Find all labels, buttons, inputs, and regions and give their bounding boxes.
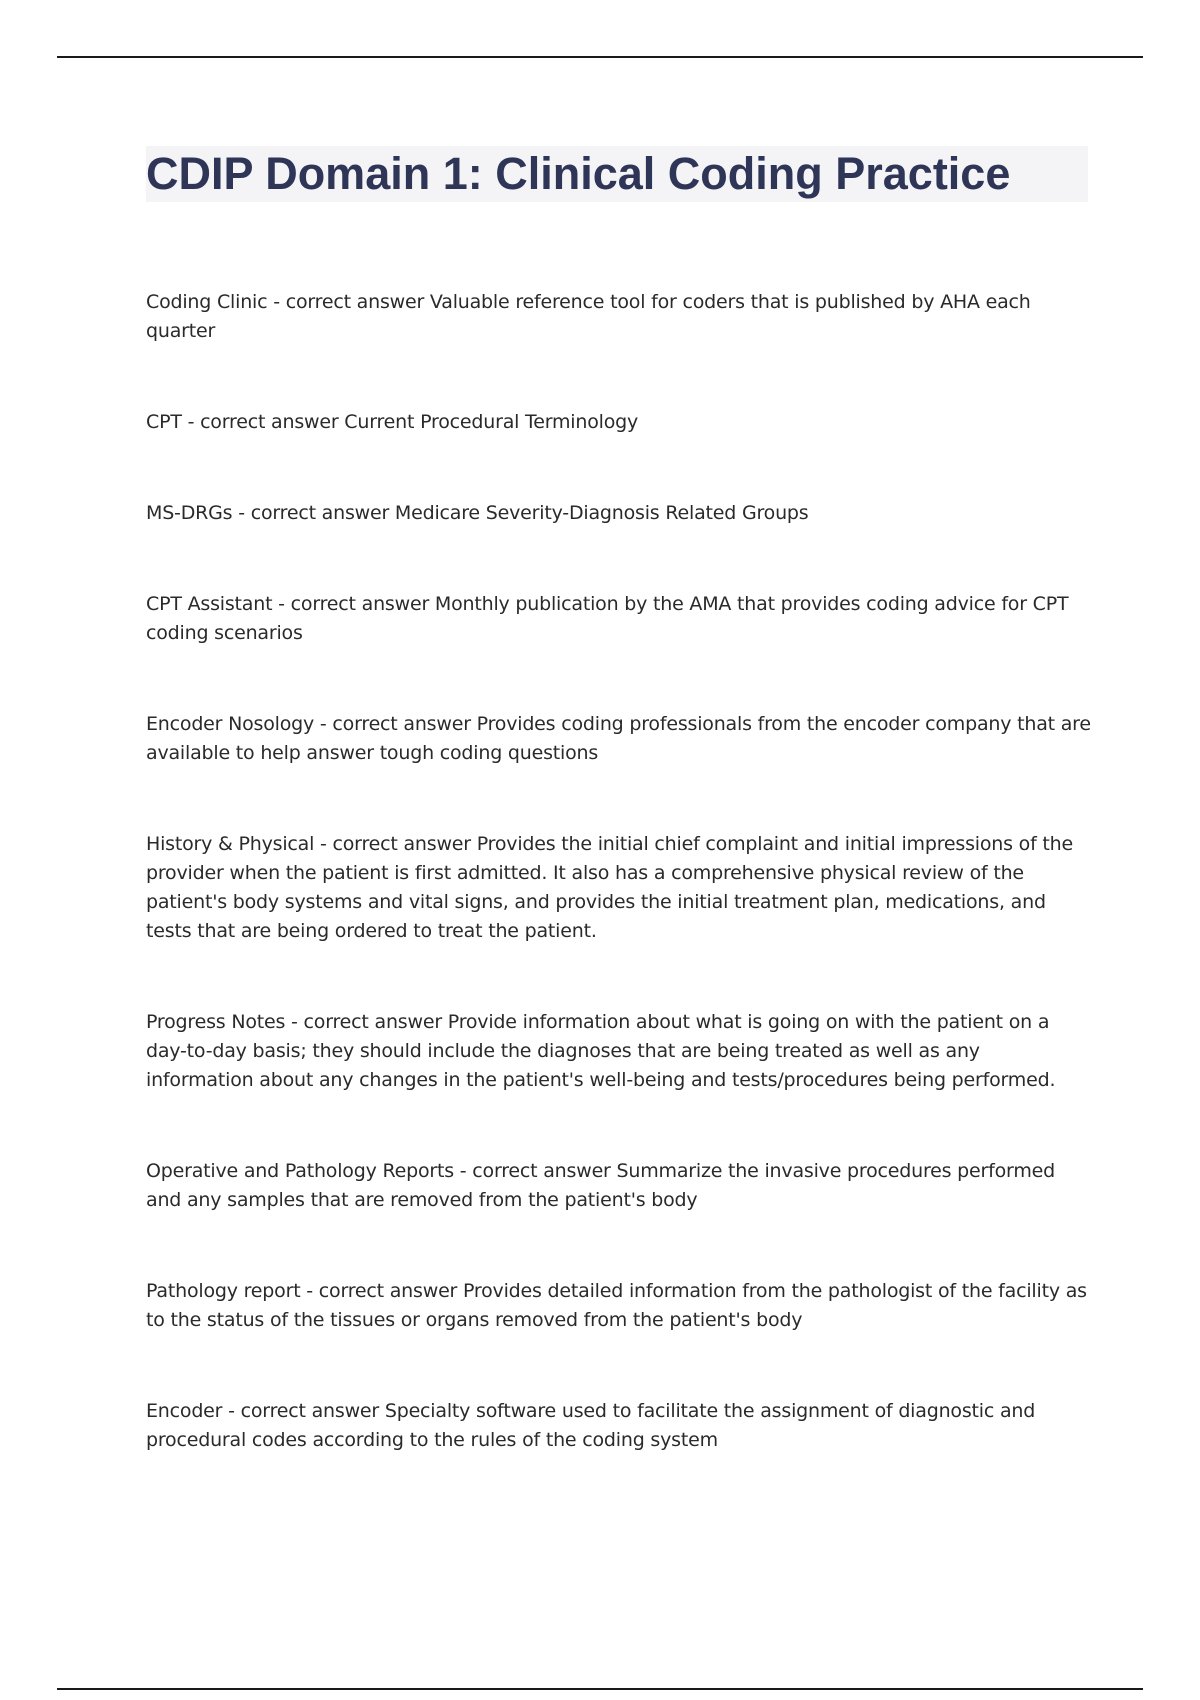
qa-item: Operative and Pathology Reports - correct answer Summarize the invasive procedures performed and any samples that are removed from the patient's body: [146, 1160, 1055, 1211]
qa-item: CPT - correct answer Current Procedural Terminology: [146, 411, 639, 433]
qa-item: CPT Assistant - correct answer Monthly publication by the AMA that provides coding advice for CPT coding scenarios: [146, 593, 1069, 644]
qa-item: History & Physical - correct answer Provides the initial chief complaint and initial impressions of the provider when the patient is first admitted. It also has a comprehensive physical review of the patient's body systems and vital signs, and provides the initial treatment plan, medications, and tests that are being ordered to treat the patient.: [146, 833, 1073, 942]
qa-item: Coding Clinic - correct answer Valuable reference tool for coders that is published by AHA each quarter: [146, 291, 1031, 342]
qa-item: Pathology report - correct answer Provides detailed information from the pathologist of the facility as to the status of the tissues or organs removed from the patient's body: [146, 1280, 1087, 1331]
qa-item: MS-DRGs - correct answer Medicare Severity-Diagnosis Related Groups: [146, 502, 809, 524]
page-title: CDIP Domain 1: Clinical Coding Practice: [146, 146, 1088, 202]
qa-list: [146, 288, 1091, 1455]
qa-item: Progress Notes - correct answer Provide information about what is going on with the patient on a day-to-day basis; they should include the diagnoses that are being treated as well as any information about any changes in the patient's well-being and tests/procedures being performed.: [146, 1011, 1056, 1091]
qa-item: Encoder - correct answer Specialty software used to facilitate the assignment of diagnostic and procedural codes according to the rules of the coding system: [146, 1400, 1036, 1451]
bottom-rule: [57, 1688, 1143, 1690]
top-rule: [57, 56, 1143, 58]
qa-item: Encoder Nosology - correct answer Provides coding professionals from the encoder company that are available to help answer tough coding questions: [146, 713, 1091, 764]
